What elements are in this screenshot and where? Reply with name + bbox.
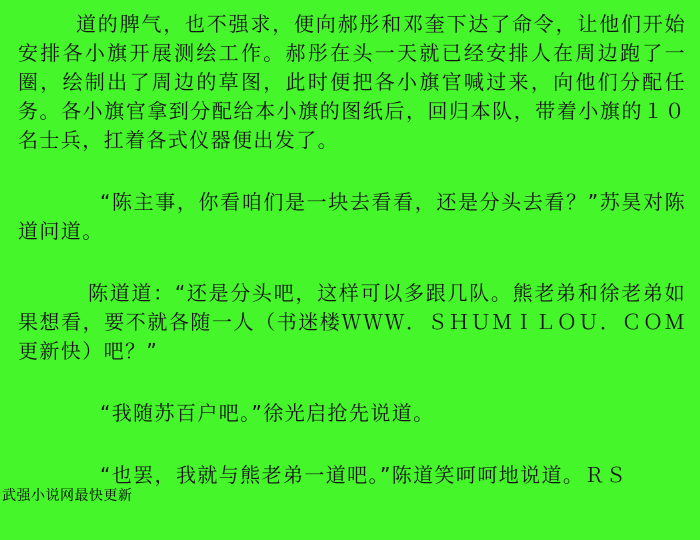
site-watermark: 武强小说网最快更新 xyxy=(2,488,133,504)
novel-paragraph: 陈道道：“还是分头吧，这样可以多跟几队。熊老弟和徐老弟如果想看，要不就各随一人（书迷楼ＷＷＷ．ＳＨＵＭＩＬＯＵ．ＣＯＭ更新快）吧？” xyxy=(18,281,686,363)
novel-text-page xyxy=(18,10,686,523)
novel-paragraph: “也罢，我就与熊老弟一道吧。”陈道笑呵呵地说道。ＲＳ xyxy=(100,463,628,487)
novel-paragraph: “我随苏百户吧。”徐光启抢先说道。 xyxy=(100,401,435,425)
novel-paragraph: “陈主事，你看咱们是一块去看看，还是分头去看？”苏昊对陈道问道。 xyxy=(18,190,686,243)
novel-paragraph: 道的脾气，也不强求，便向郝彤和邓奎下达了命令，让他们开始安排各小旗开展测绘工作。郝彤在头一天就已经安排人在周边跑了一圈，绘制出了周边的草图，此时便把各小旗官喊过来，向他们分配任务。各小旗官拿到分配给本小旗的图纸后，回归本队，带着小旗的１０名士兵，扛着各式仪器便出发了。 xyxy=(18,12,686,152)
